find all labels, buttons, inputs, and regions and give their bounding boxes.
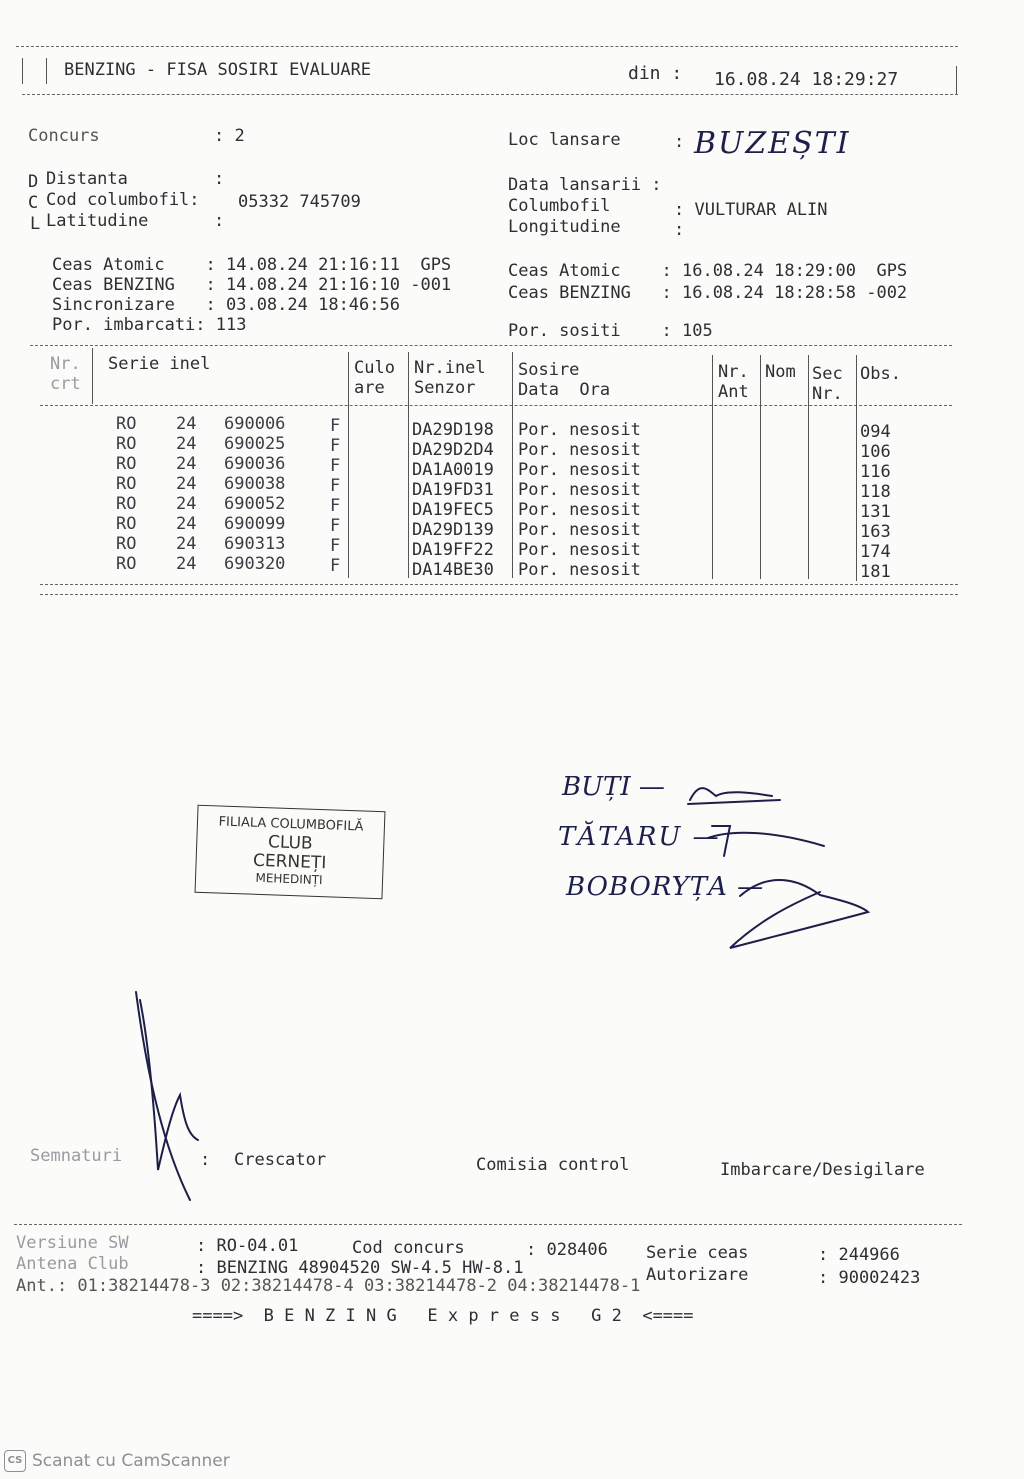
distanta-label: Distanta [46, 169, 128, 189]
row-ring-number: 690052 [224, 494, 286, 514]
handwritten-name-2: TĂTARU — [558, 822, 731, 852]
row-obs: 116 [860, 462, 891, 482]
row-sex: F [330, 556, 341, 576]
col-divider-4 [512, 352, 513, 578]
table-header-line [40, 405, 952, 406]
benzing-brand-line: ====> B E N Z I N G E x p r e s s G 2 <==== [192, 1306, 694, 1326]
table-top-line [30, 345, 952, 346]
concurs-value: : 2 [214, 126, 245, 146]
row-obs: 106 [860, 442, 891, 462]
serie-ceas-label: Serie ceas [646, 1243, 749, 1263]
table-bottom-line-2 [40, 594, 958, 595]
comisia-label: Comisia control [476, 1155, 630, 1175]
print-date-label: din : [628, 63, 683, 84]
row-sensor: DA19FF22 [412, 540, 494, 560]
margin-letter-c: C [28, 193, 39, 213]
antena-value: : BENZING 48904520 SW-4.5 HW-8.1 [196, 1258, 524, 1278]
row-country: RO [116, 534, 137, 554]
cod-columbofil-value: 05332 745709 [238, 192, 361, 212]
row-country: RO [116, 474, 137, 494]
semnaturi-label: Semnaturi [30, 1146, 123, 1166]
latitudine-value: : [214, 211, 225, 231]
watermark-text: Scanat cu CamScanner [32, 1451, 230, 1471]
row-status: Por. nesosit [518, 420, 641, 440]
columbofil-label: Columbofil [508, 196, 611, 216]
cod-concurs-label: Cod concurs [352, 1238, 465, 1258]
antena-label: Antena Club [16, 1254, 129, 1274]
th-sec-2: Nr. [812, 384, 843, 404]
print-date-value: 16.08.24 18:29:27 [714, 69, 899, 90]
autorizare-label: Autorizare [646, 1265, 749, 1285]
row-ring-number: 690036 [224, 454, 286, 474]
row-country: RO [116, 554, 137, 574]
row-year: 24 [176, 434, 197, 454]
row-country: RO [116, 454, 137, 474]
row-ring-number: 690038 [224, 474, 286, 494]
row-sensor: DA29D2D4 [412, 440, 494, 460]
clock-left-imbarcati: Por. imbarcati: 113 [52, 315, 247, 335]
col-divider-7 [808, 355, 809, 579]
clock-left-benzing: Ceas BENZING : 14.08.24 21:16:10 -001 [52, 275, 452, 295]
row-ring-number: 690320 [224, 554, 286, 574]
row-obs: 181 [860, 562, 891, 582]
row-sensor: DA19FEC5 [412, 500, 494, 520]
stamp-line-2: CLUB [267, 832, 313, 854]
header-bottom-line [22, 94, 958, 95]
col-divider-3 [408, 352, 409, 578]
row-sex: F [330, 456, 341, 476]
th-sosire-1: Sosire [518, 360, 580, 380]
row-sensor: DA29D198 [412, 420, 494, 440]
club-stamp [195, 805, 386, 900]
row-year: 24 [176, 454, 197, 474]
row-sex: F [330, 476, 341, 496]
crescator-label: Crescator [234, 1150, 327, 1170]
columbofil-value: : VULTURAR ALIN [674, 200, 828, 220]
cs-logo-icon: CS [4, 1450, 26, 1472]
loc-lansare-handwritten: BUZEȘTI [694, 126, 851, 161]
th-culoare-2: are [354, 378, 385, 398]
row-year: 24 [176, 414, 197, 434]
row-status: Por. nesosit [518, 440, 641, 460]
row-year: 24 [176, 514, 197, 534]
row-status: Por. nesosit [518, 480, 641, 500]
porumbei-sositi: Por. sositi : 105 [508, 321, 713, 341]
th-ant-1: Nr. [718, 362, 749, 382]
row-country: RO [116, 414, 137, 434]
th-inel-2: Senzor [414, 378, 476, 398]
handwritten-name-1: BUȚI — [562, 772, 674, 802]
header-top-line [16, 46, 958, 47]
clock-right-atomic: Ceas Atomic : 16.08.24 18:29:00 GPS [508, 261, 908, 281]
concurs-label: Concurs [28, 126, 100, 146]
row-sex: F [330, 496, 341, 516]
imbarcare-label: Imbarcare/Desigilare [720, 1160, 925, 1180]
row-sex: F [330, 536, 341, 556]
row-status: Por. nesosit [518, 460, 641, 480]
row-year: 24 [176, 534, 197, 554]
header-left-border-2 [46, 58, 47, 84]
row-sensor: DA19FD31 [412, 480, 494, 500]
col-divider-6 [760, 355, 761, 579]
th-culoare-1: Culo [354, 358, 395, 378]
page-title: BENZING - FISA SOSIRI EVALUARE [64, 60, 372, 80]
th-serie-inel: Serie inel [108, 354, 211, 374]
longitudine-label: Longitudine [508, 217, 621, 237]
loc-lansare-label: Loc lansare [508, 130, 621, 150]
antenna-serials: Ant.: 01:38214478-3 02:38214478-4 03:38214478-2 04:38214478-1 [16, 1276, 641, 1296]
th-nom: Nom [765, 362, 796, 382]
table-bottom-line [40, 584, 958, 585]
row-country: RO [116, 514, 137, 534]
row-year: 24 [176, 554, 197, 574]
th-inel-1: Nr.inel [414, 358, 486, 378]
row-sensor: DA1A0019 [412, 460, 494, 480]
col-divider-8 [856, 355, 857, 581]
th-obs: Obs. [860, 364, 901, 384]
footer-top-line [14, 1224, 962, 1225]
row-sex: F [330, 436, 341, 456]
col-divider-2 [348, 352, 349, 578]
col-divider-1 [92, 348, 93, 404]
stamp-line-1: FILIALA COLUMBOFILĂ [218, 814, 364, 835]
row-obs: 174 [860, 542, 891, 562]
margin-letter-d: D [28, 172, 39, 192]
row-country: RO [116, 494, 137, 514]
handwritten-name-3: BOBORYȚA — [566, 872, 774, 902]
row-ring-number: 690025 [224, 434, 286, 454]
row-ring-number: 690099 [224, 514, 286, 534]
row-year: 24 [176, 494, 197, 514]
loc-lansare-value: : [674, 132, 685, 152]
header-left-border [22, 58, 23, 84]
row-sensor: DA14BE30 [412, 560, 494, 580]
row-obs: 163 [860, 522, 891, 542]
camscanner-watermark [4, 1450, 230, 1472]
row-obs: 118 [860, 482, 891, 502]
cod-columbofil-label: Cod columbofil: [46, 190, 200, 210]
stamp-line-4: MEHEDINȚI [255, 870, 323, 888]
th-sec-1: Sec [812, 364, 843, 384]
row-sex: F [330, 416, 341, 436]
clock-left-sincronizare: Sincronizare : 03.08.24 18:46:56 [52, 295, 400, 315]
semnaturi-colon: : [200, 1150, 211, 1170]
row-country: RO [116, 434, 137, 454]
row-obs: 094 [860, 422, 891, 442]
serie-ceas-value: : 244966 [818, 1245, 900, 1265]
row-ring-number: 690006 [224, 414, 286, 434]
margin-letter-l: L [30, 214, 41, 234]
latitudine-label: Latitudine [46, 211, 149, 231]
row-year: 24 [176, 474, 197, 494]
col-divider-5 [712, 355, 713, 579]
row-obs: 131 [860, 502, 891, 522]
stamp-line-3: CERNEȚI [252, 850, 327, 874]
row-status: Por. nesosit [518, 560, 641, 580]
th-sosire-2: Data Ora [518, 380, 611, 400]
row-status: Por. nesosit [518, 500, 641, 520]
clock-left-atomic: Ceas Atomic : 14.08.24 21:16:11 GPS [52, 255, 452, 275]
header-right-border [956, 66, 957, 94]
autorizare-value: : 90002423 [818, 1268, 921, 1288]
th-ant-2: Ant [718, 382, 749, 402]
clock-right-benzing: Ceas BENZING : 16.08.24 18:28:58 -002 [508, 283, 908, 303]
th-crt: crt [50, 374, 81, 394]
row-ring-number: 690313 [224, 534, 286, 554]
versiune-label: Versiune SW [16, 1233, 129, 1253]
cod-concurs-value: : 028406 [526, 1240, 608, 1260]
row-sensor: DA29D139 [412, 520, 494, 540]
th-nr: Nr. [50, 354, 81, 374]
data-lansarii-label: Data lansarii : [508, 175, 662, 195]
row-status: Por. nesosit [518, 520, 641, 540]
row-sex: F [330, 516, 341, 536]
versiune-value: : RO-04.01 [196, 1236, 299, 1256]
longitudine-value: : [674, 220, 685, 240]
row-status: Por. nesosit [518, 540, 641, 560]
distanta-value: : [214, 169, 225, 189]
